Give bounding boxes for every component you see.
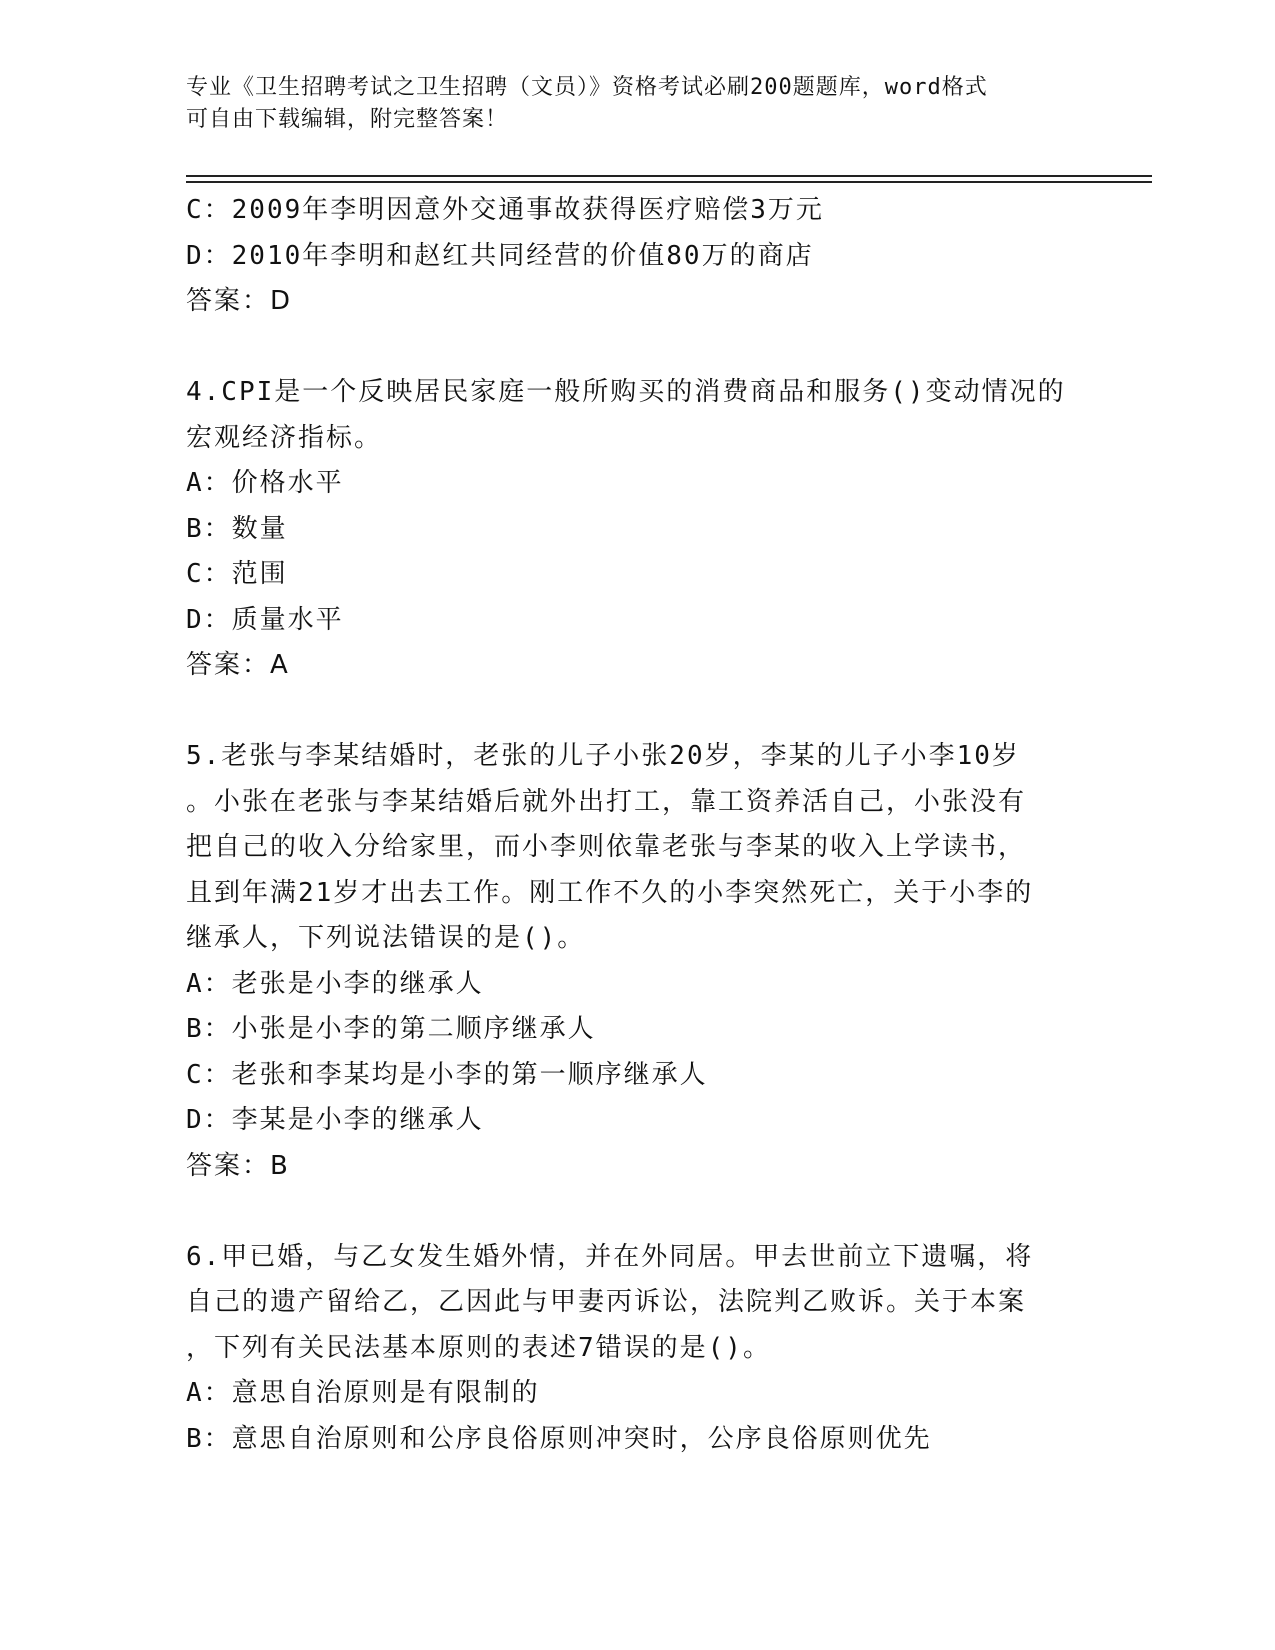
question-stem: 4.CPI是一个反映居民家庭一般所购买的消费商品和服务()变动情况的 (186, 377, 1066, 407)
option-c: C：范围 (186, 559, 288, 589)
option-a: A：价格水平 (186, 468, 344, 498)
document-header (186, 72, 1086, 136)
option-b: B：数量 (186, 513, 288, 544)
header-rule (186, 175, 1152, 177)
answer: 答案：A (186, 650, 290, 680)
option-c: C：2009年李明因意外交通事故获得医疗赔偿3万元 (186, 195, 824, 225)
question-stem: 自己的遗产留给乙，乙因此与甲妻丙诉讼，法院判乙败诉。关于本案 (186, 1287, 1027, 1317)
header-rule (186, 181, 1152, 183)
option-d: D：2010年李明和赵红共同经营的价值80万的商店 (186, 240, 814, 271)
question-stem: 且到年满21岁才出去工作。刚工作不久的小李突然死亡，关于小李的 (186, 877, 1034, 908)
question-stem: 6.甲已婚，与乙女发生婚外情，并在外同居。甲去世前立下遗嘱，将 (186, 1241, 1034, 1272)
answer: 答案：B (186, 1150, 290, 1181)
header-line: 专业《卫生招聘考试之卫生招聘（文员）》资格考试必刷200题题库，word格式 (186, 75, 988, 100)
question-3 (186, 188, 1086, 325)
option-b: B：意思自治原则和公序良俗原则冲突时，公序良俗原则优先 (186, 1423, 932, 1454)
option-d: D：质量水平 (186, 604, 344, 635)
option-a: A：老张是小李的继承人 (186, 968, 484, 999)
question-stem: 。小张在老张与李某结婚后就外出打工，靠工资养活自己，小张没有 (186, 786, 1027, 817)
question-6 (186, 1235, 1086, 1463)
question-stem: 把自己的收入分给家里，而小李则依靠老张与李某的收入上学读书， (186, 832, 1027, 862)
document-body (186, 188, 1086, 1462)
option-c: C：老张和李某均是小李的第一顺序继承人 (186, 1059, 708, 1090)
header-line: 可自由下载编辑，附完整答案！ (186, 107, 509, 132)
question-stem: ，下列有关民法基本原则的表述7错误的是()。 (186, 1332, 771, 1363)
question-4 (186, 370, 1086, 689)
question-stem: 继承人，下列说法错误的是()。 (186, 923, 586, 953)
question-stem: 5.老张与李某结婚时，老张的儿子小张20岁，李某的儿子小李10岁 (186, 741, 1020, 771)
question-stem: 宏观经济指标。 (186, 422, 383, 453)
option-b: B：小张是小李的第二顺序继承人 (186, 1014, 596, 1044)
option-d: D：李某是小李的继承人 (186, 1105, 484, 1135)
question-5 (186, 734, 1086, 1189)
option-a: A：意思自治原则是有限制的 (186, 1378, 540, 1408)
answer: 答案：D (186, 286, 293, 316)
